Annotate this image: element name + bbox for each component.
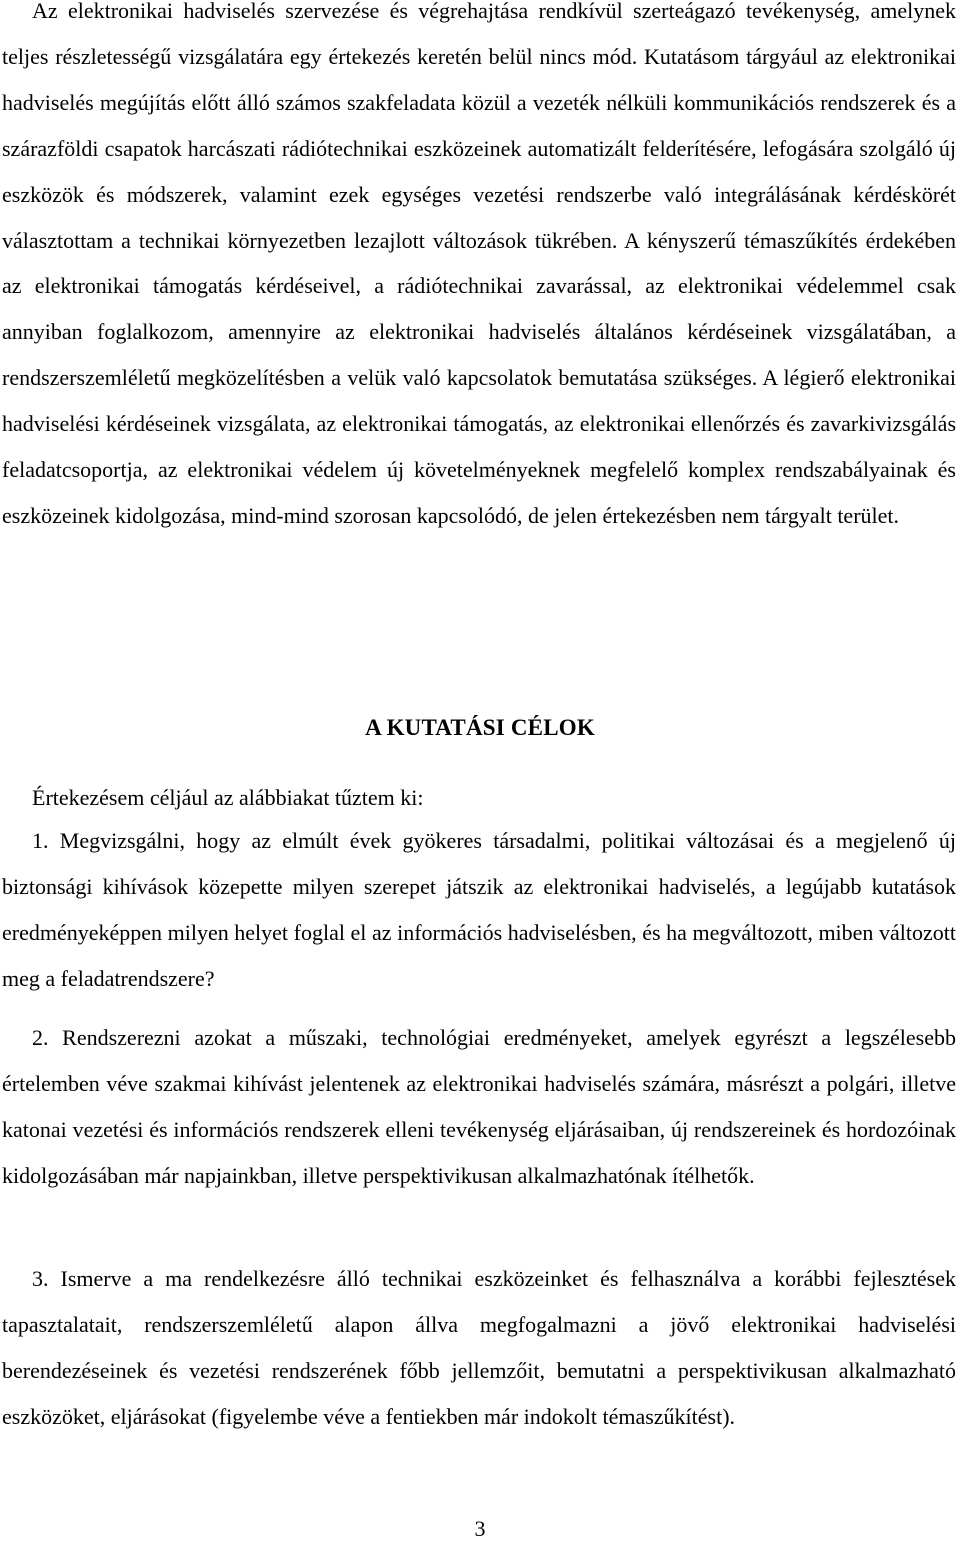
goal-item-1: 1. Megvizsgálni, hogy az elmúlt évek gyökeres társadalmi, politikai változásai és a megjelenő új biztonsági kihívások közepette milyen szerepet játszik az elektronikai hadviselés, a legújabb kutatások eredményeképpen milyen helyet foglal el az információs hadviselésben, és ha megváltozott, miben változott meg a feladatrendszere?: [2, 828, 956, 991]
section-heading: A KUTATÁSI CÉLOK: [365, 715, 595, 740]
goal-item-3: 3. Ismerve a ma rendelkezésre álló technikai eszközeinket és felhasználva a korábbi fejlesztések tapasztalatait, rendszerszemléletű alapon állva megfogalmazni a jövő elektronikai hadviselési berendezéseinek és vezetési rendszerének főbb jellemzőit, bemutatni a perspektivikusan alkalmazható eszközöket, eljárásokat (figyelembe véve a fentiekben már indokolt témaszűkítést).: [2, 1266, 956, 1429]
goal-item-2: 2. Rendszerezni azokat a műszaki, technológiai eredményeket, amelyek egyrészt a legszélesebb értelemben véve szakmai kihívást jelentenek az elektronikai hadviselés számára, másrészt a polgári, illetve katonai vezetési és információs rendszerek elleni tevékenység eljárásaiban, új rendszereinek és hordozóinak kidolgozásában már napjainkban, illetve perspektivikusan alkalmazhatónak ítélhetők.: [2, 1025, 956, 1188]
lead-sentence: Értekezésem céljául az alábbiakat tűztem ki:: [32, 785, 424, 810]
page-number: 3: [474, 1516, 486, 1541]
intro-paragraph: Az elektronikai hadviselés szervezése és végrehajtása rendkívül szerteágazó tevékenység, amelynek teljes részletességű vizsgálatára egy értekezés keretén belül nincs mód. Kutatásom tárgyául az elektronikai hadviselés megújítás előtt álló számos szakfeladata közül a vezeték nélküli kommunikációs rendszerek és a szárazföldi csapatok harcászati rádiótechnikai eszközeinek automatizált felderítésére, lefogására szolgáló új eszközök és módszerek, valamint ezek egységes vezetési rendszerbe való integrálásának kérdéskörét választottam a technikai környezetben lezajlott változások tükrében. A kényszerű témaszűkítés érdekében az elektronikai támogatás kérdéseivel, a rádiótechnikai zavarással, az elektronikai védelemmel csak annyiban foglalkozom, amennyire az elektronikai hadviselés általános kérdéseinek vizsgálatában, a rendszerszemléletű megközelítésben a velük való kapcsolatok bemutatása szükséges. A légierő elektronikai hadviselési kérdéseinek vizsgálata, az elektronikai támogatás, az elektronikai ellenőrzés és zavarkivizsgálás feladatcsoportja, az elektronikai védelem új követelményeknek megfelelő komplex rendszabályainak és eszközeinek kidolgozása, mind-mind szorosan kapcsolódó, de jelen értekezésben nem tárgyalt terület.: [2, 0, 956, 528]
